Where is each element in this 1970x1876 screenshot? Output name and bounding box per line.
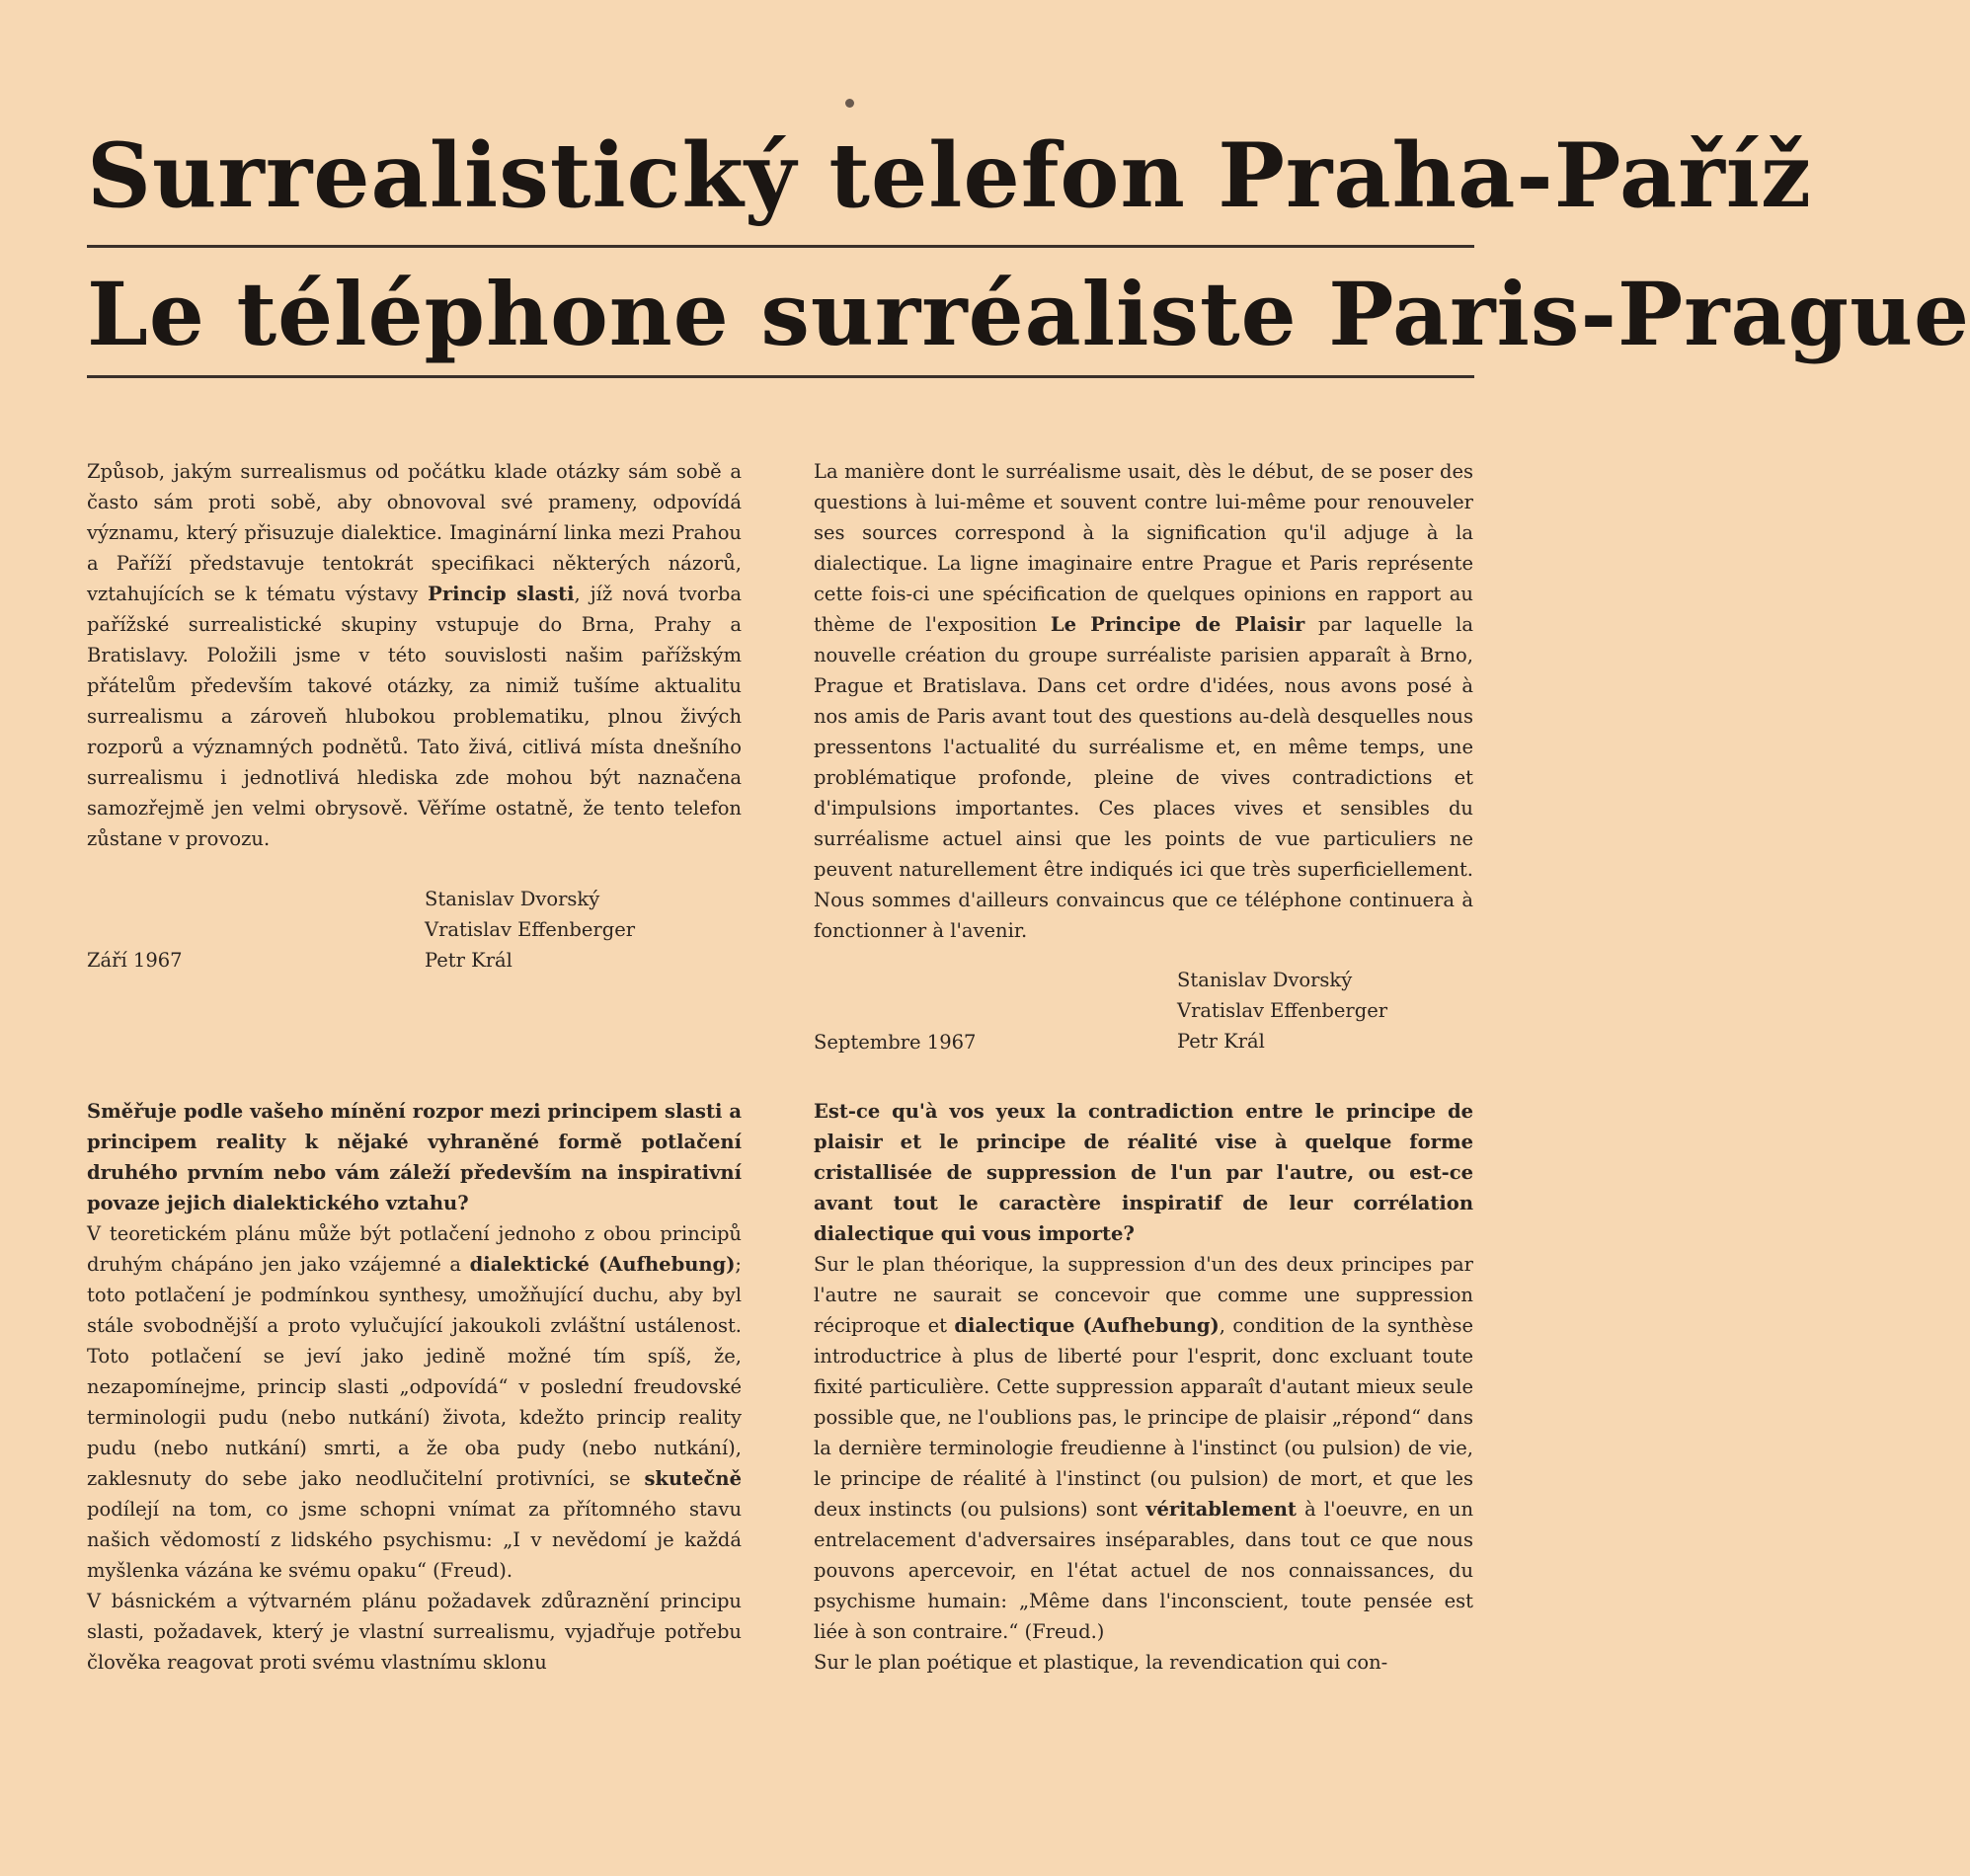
question-text: Směřuje podle vašeho mínění rozpor mezi principem slasti a principem reality k nějaké vyhraněné formě potlačení druhého prvním nebo vám záleží především na inspirativní povaze jejich dialektického vztahu? xyxy=(87,1100,742,1214)
question-text: Est-ce qu'à vos yeux la contradiction entre le principe de plaisir et le principe de réalité vise à quelque forme cristallisée de suppression de l'un par l'autre, ou est-ce avant tout le caractère inspiratif de leur corrélation dialectique qui vous importe? xyxy=(814,1100,1473,1245)
page-title-czech: Surrealistický telefon Praha-Paříž xyxy=(87,123,1813,228)
ink-dot xyxy=(845,99,854,108)
signature-name: Vratislav Effenberger xyxy=(1177,999,1388,1022)
signature-date-czech: Září 1967 xyxy=(87,949,183,972)
exhibition-title: Le Principe de Plaisir xyxy=(1050,613,1305,636)
intro-text: Způsob, jakým surrealismus od počátku klade otázky sám sobě a často sám proti sobě, aby obnovoval své prameny, odpovídá významu, který přisuzuje dialektice. Imaginární linka mezi Prahou a Paříží představuje tentokrát specifikaci některých názorů, vztahujících se k tématu výstavy xyxy=(87,460,742,605)
answer-text: Sur le plan théorique, la suppression d'un des deux principes par l'autre ne saurait se concevoir que comme une suppression réciproque et xyxy=(814,1253,1473,1337)
signature-names-french xyxy=(1177,965,1387,1056)
answer-emphasis: skutečně xyxy=(644,1467,742,1490)
title-divider xyxy=(87,375,1474,378)
answer-text: , condition de la synthèse introductrice à plus de liberté pour l'esprit, donc excluant toute fixité particulière. Cette suppression apparaît d'autant mieux seule possible que, ne l'oublions pas, le principe de plaisir „répond“ dans la dernière terminologie freudienne à l'instinct (ou pulsion) de vie, le principe de réalité à l'instinct (ou pulsion) de mort, et que les deux instincts (ou pulsions) sont xyxy=(814,1314,1473,1521)
answer-emphasis: dialektické (Aufhebung) xyxy=(469,1253,736,1276)
signature-names-czech xyxy=(425,884,635,976)
signature-date-french: Septembre 1967 xyxy=(814,1031,977,1054)
intro-czech xyxy=(87,456,742,854)
answer-emphasis: dialectique (Aufhebung) xyxy=(954,1314,1220,1337)
signature-name: Stanislav Dvorský xyxy=(1177,969,1353,991)
answer-text: V teoretickém plánu může být potlačení jednoho z obou principů druhým chápáno jen jako vzájemné a xyxy=(87,1222,742,1276)
answer-paragraph xyxy=(814,1249,1473,1647)
answer-paragraph: Sur le plan poétique et plastique, la revendication qui con- xyxy=(814,1651,1388,1674)
intro-paragraph xyxy=(87,456,742,854)
answer-text: à l'oeuvre, en un entrelacement d'adversaires inséparables, dans tout ce que nous pouvons apercevoir, en l'état actuel de nos connaissances, du psychisme humain: „Même dans l'inconscient, toute pensée est liée à son contraire.“ (Freud.) xyxy=(814,1498,1474,1643)
intro-text: par laquelle la nouvelle création du groupe surréaliste parisien apparaît à Brno, Prague et Bratislava. Dans cet ordre d'idées, nous avons posé à nos amis de Paris avant tout des questions au-delà desquelles nous pressentons l'actualité du surréalisme et, en même temps, une problématique profonde, pleine de vives contradictions et d'impulsions importantes. Ces places vives et sensibles du surréalisme actuel ainsi que les points de vue particuliers ne peuvent naturellement être indiqués ici que très superficiellement. Nous sommes d'ailleurs convaincus que ce téléphone continuera à fonctionner à l'avenir. xyxy=(814,613,1473,942)
intro-paragraph xyxy=(814,456,1473,946)
exhibition-title: Princip slasti xyxy=(428,583,575,605)
answer-paragraph: V básnickém a výtvarném plánu požadavek zdůraznění principu slasti, požadavek, který je vlastní surrealismu, vyjadřuje potřebu člověka reagovat proti svému vlastnímu sklonu xyxy=(87,1590,742,1674)
title-divider xyxy=(87,245,1474,248)
question-czech xyxy=(87,1096,742,1678)
question-french xyxy=(814,1096,1473,1678)
answer-text: podílejí na tom, co jsme schopni vnímat za přítomného stavu našich vědomostí z lidského psychismu: „I v nevědomí je každá myšlenka vázána ke svému opaku“ (Freud). xyxy=(87,1498,742,1582)
signature-name: Stanislav Dvorský xyxy=(425,888,600,910)
signature-name: Petr Král xyxy=(1177,1030,1265,1053)
page-title-french: Le téléphone surréaliste Paris-Prague xyxy=(87,263,1970,365)
answer-emphasis: véritablement xyxy=(1145,1498,1297,1521)
signature-name: Petr Král xyxy=(425,949,512,972)
intro-text: La manière dont le surréalisme usait, dès le début, de se poser des questions à lui-même et souvent contre lui-même pour renouveler ses sources correspond à la signification qu'il adjuge à la dialectique. La ligne imaginaire entre Prague et Paris représente cette fois-ci une spécification de quelques opinions en rapport au thème de l'exposition xyxy=(814,460,1473,636)
signature-name: Vratislav Effenberger xyxy=(425,918,636,941)
intro-french xyxy=(814,456,1473,946)
answer-paragraph xyxy=(87,1218,742,1586)
answer-text: ; toto potlačení je podmínkou synthesy, umožňující duchu, aby byl stále svobodnější a proto vylučující jakoukoli zvláštní ustálenost. Toto potlačení se jeví jako jedině možné tím spíš, že, nezapomínejme, princip slasti „odpovídá“ v poslední freudovské terminologii pudu (nebo nutkání) života, kdežto princip reality pudu (nebo nutkání) smrti, a že oba pudy (nebo nutkání), zaklesnuty do sebe jako neodlučitelní protivníci, se xyxy=(87,1253,742,1490)
intro-text: , jíž nová tvorba pařížské surrealistické skupiny vstupuje do Brna, Prahy a Bratislavy. Položili jsme v této souvislosti našim pařížským přátelům především takové otázky, za nimiž tušíme aktualitu surrealismu a zároveň hlubokou problematiku, plnou živých rozporů a významných podnětů. Tato živá, citlivá místa dnešního surrealismu i jednotlivá hlediska zde mohou být naznačena samozřejmě jen velmi obrysově. Věříme ostatně, že tento telefon zůstane v provozu. xyxy=(87,583,742,850)
